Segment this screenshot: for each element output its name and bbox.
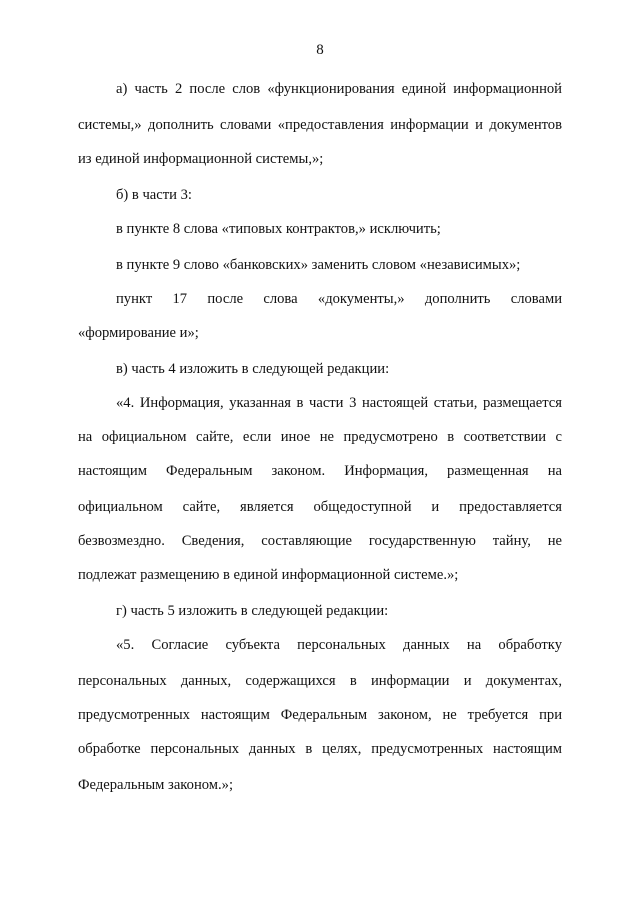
page-number: 8 — [316, 42, 324, 58]
text-line: из единой информационной системы,»; — [78, 151, 324, 167]
text-line: г) часть 5 изложить в следующей редакции: — [116, 603, 389, 619]
text-line: в пункте 8 слова «типовых контрактов,» исключить; — [116, 221, 441, 237]
text-line: системы,» дополнить словами «предоставления информации и документов — [78, 117, 562, 133]
text-line: «4. Информация, указанная в части 3 настоящей статьи, размещается — [116, 395, 562, 411]
text-line: персональных данных, содержащихся в информации и документах, — [78, 673, 562, 689]
text-line: Федеральным законом.»; — [78, 777, 234, 793]
text-line: на официальном сайте, если иное не предусмотрено в соответствии с — [78, 429, 562, 445]
text-line: обработке персональных данных в целях, предусмотренных настоящим — [78, 741, 562, 757]
text-line: в пункте 9 слово «банковских» заменить словом «независимых»; — [116, 257, 521, 273]
text-line: подлежат размещению в единой информационной системе.»; — [78, 567, 459, 583]
text-line: настоящим Федеральным законом. Информация, размещенная на — [78, 463, 562, 479]
text-line: а) часть 2 после слов «функционирования единой информационной — [116, 81, 562, 97]
text-line: безвозмездно. Сведения, составляющие государственную тайну, не — [78, 533, 562, 549]
text-line: в) часть 4 изложить в следующей редакции: — [116, 361, 390, 377]
text-line: официальном сайте, является общедоступной и предоставляется — [78, 499, 562, 515]
text-line: предусмотренных настоящим Федеральным законом, не требуется при — [78, 707, 562, 723]
text-line: б) в части 3: — [116, 187, 192, 203]
text-line: «5. Согласие субъекта персональных данных на обработку — [116, 637, 562, 653]
text-line: «формирование и»; — [78, 325, 199, 341]
text-line: пункт 17 после слова «документы,» дополнить словами — [116, 291, 562, 307]
